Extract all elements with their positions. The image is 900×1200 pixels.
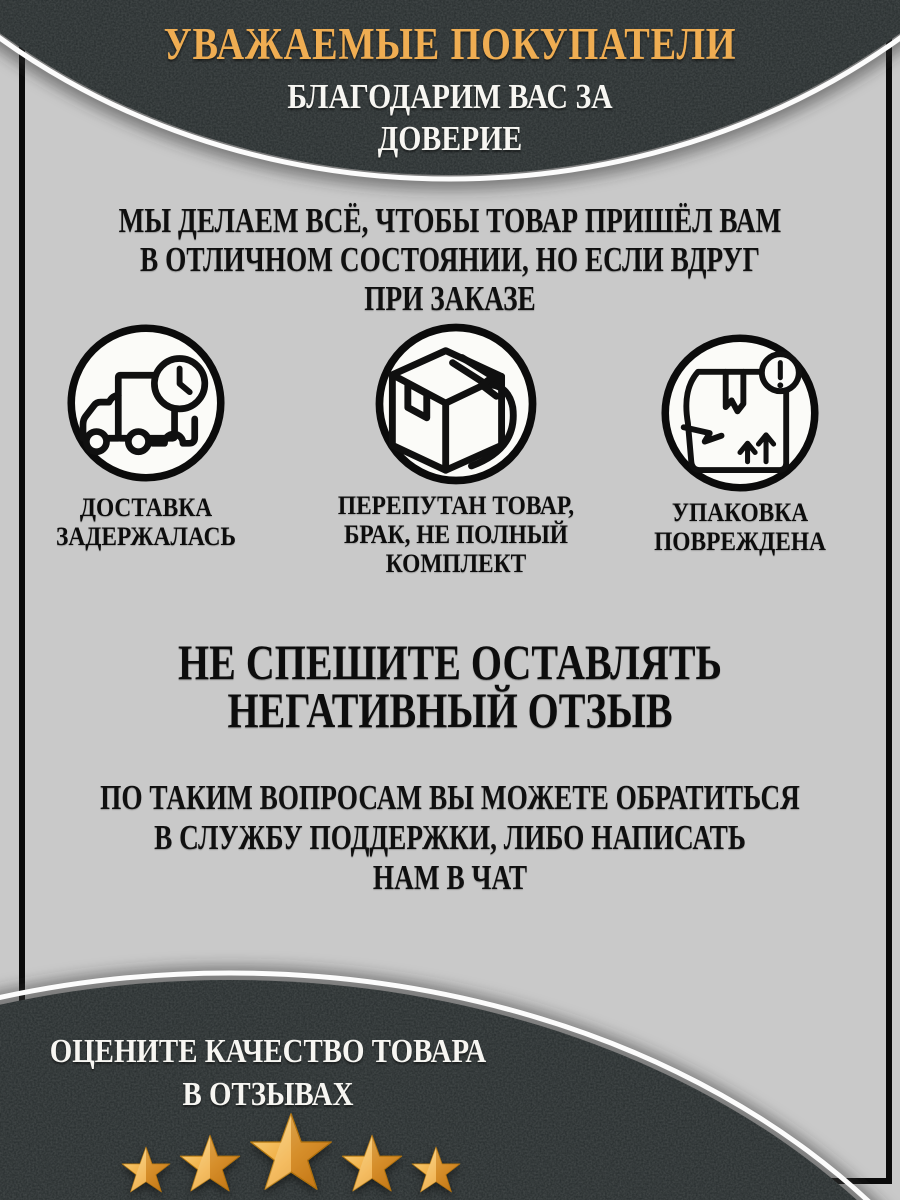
issue-label-line: ДОСТАВКА	[79, 493, 213, 522]
issue-label-line: УПАКОВКА	[671, 498, 809, 527]
footer-line-1: ОЦЕНИТЕ КАЧЕСТВО ТОВАРА	[49, 1033, 487, 1070]
issue-label-delivery	[2, 493, 290, 551]
intro-paragraph	[99, 201, 801, 318]
warning-heading	[90, 634, 810, 738]
issue-label-damaged	[596, 498, 884, 556]
intro-line-2: В ОТЛИЧНОМ СОСТОЯНИИ, НО ЕСЛИ ВДРУГ	[140, 240, 760, 279]
warning-line-1: НЕ СПЕШИТЕ ОСТАВЛЯТЬ	[178, 634, 722, 690]
issue-label-line: БРАК, НЕ ПОЛНЫЙ	[343, 520, 569, 549]
issue-label-line: ПЕРЕПУТАН ТОВАР,	[337, 491, 575, 520]
intro-line-1: МЫ ДЕЛАЕМ ВСЁ, ЧТОБЫ ТОВАР ПРИШЁЛ ВАМ	[118, 201, 782, 240]
star-icon	[121, 1146, 171, 1196]
support-line-1: ПО ТАКИМ ВОПРОСАМ ВЫ МОЖЕТЕ ОБРАТИТЬСЯ	[100, 778, 800, 817]
star-icon	[341, 1134, 403, 1196]
intro-line-3: ПРИ ЗАКАЗЕ	[364, 279, 536, 318]
warning-line-2: НЕГАТИВНЫЙ ОТЗЫВ	[227, 682, 673, 738]
footer-cta	[39, 1030, 498, 1116]
issue-label-line: ПОВРЕЖДЕНА	[654, 527, 826, 556]
star-icon	[249, 1112, 333, 1196]
header-title: УВАЖАЕМЫЕ ПОКУПАТЕЛИ	[163, 19, 737, 69]
delivery-truck-clock-icon	[62, 319, 230, 487]
issue-label-line: ЗАДЕРЖАЛАСЬ	[55, 522, 237, 551]
damaged-package-icon	[656, 329, 824, 497]
star-rating	[118, 1106, 464, 1196]
star-icon	[411, 1146, 461, 1196]
truck-wheel-rear	[128, 432, 148, 452]
issue-label-wrong-item	[312, 491, 600, 578]
footer-line-2: В ОТЗЫВАХ	[182, 1076, 354, 1113]
support-line-3: НАМ В ЧАТ	[372, 858, 528, 897]
support-paragraph	[99, 778, 801, 898]
box-return-arrow-icon	[370, 318, 542, 490]
header-subtitle-line1: БЛАГОДАРИМ ВАС ЗА	[287, 77, 613, 116]
truck-wheel-front	[86, 432, 106, 452]
support-line-2: В СЛУЖБУ ПОДДЕРЖКИ, ЛИБО НАПИСАТЬ	[154, 818, 746, 857]
issue-label-line: КОМПЛЕКТ	[385, 549, 527, 578]
header-subtitle-line2: ДОВЕРИЕ	[377, 119, 523, 158]
star-icon	[179, 1134, 241, 1196]
